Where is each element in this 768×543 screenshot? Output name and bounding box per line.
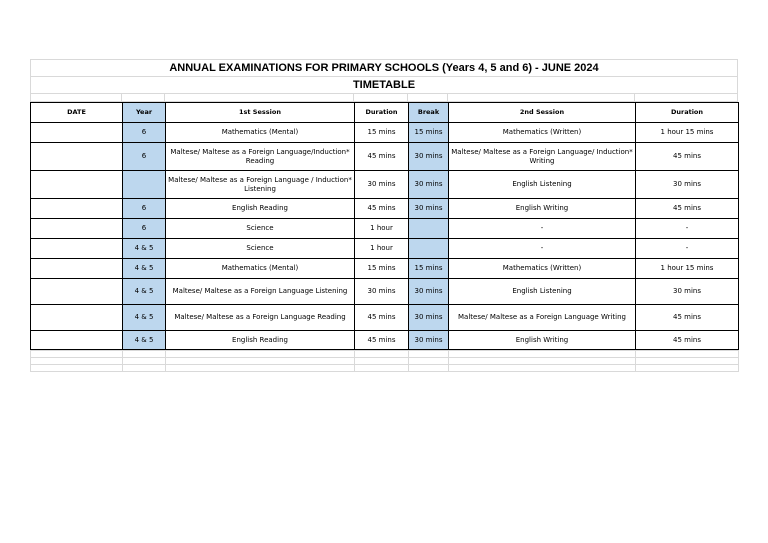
- header-session1: 1st Session: [166, 103, 355, 123]
- cell-date: [31, 171, 123, 199]
- table-row: [31, 171, 739, 199]
- cell-duration1: 45 mins: [355, 143, 409, 171]
- cell-duration2: 45 mins: [636, 143, 739, 171]
- document-title: ANNUAL EXAMINATIONS FOR PRIMARY SCHOOLS (Years 4, 5 and 6) - JUNE 2024: [30, 59, 738, 76]
- header-session2: 2nd Session: [449, 103, 636, 123]
- cell-duration2: -: [636, 219, 739, 239]
- cell-year: [123, 171, 166, 199]
- cell-duration2: 45 mins: [636, 331, 739, 350]
- cell-session2: -: [449, 219, 636, 239]
- cell-year: 4 & 5: [123, 279, 166, 305]
- cell-session1: Maltese/ Maltese as a Foreign Language Listening: [166, 279, 355, 305]
- table-row: [31, 331, 739, 350]
- cell-date: [31, 331, 123, 350]
- table-row: [31, 123, 739, 143]
- header-date: DATE: [31, 103, 123, 123]
- cell-duration1: 1 hour: [355, 219, 409, 239]
- cell-duration1: 30 mins: [355, 279, 409, 305]
- cell-duration2: 1 hour 15 mins: [636, 259, 739, 279]
- cell-session2: English Listening: [449, 279, 636, 305]
- cell-duration1: 15 mins: [355, 123, 409, 143]
- timetable-table: [30, 102, 739, 350]
- document-subtitle: TIMETABLE: [30, 76, 738, 94]
- cell-session1: English Reading: [166, 199, 355, 219]
- cell-duration2: -: [636, 239, 739, 259]
- header-row: [31, 103, 739, 123]
- header-break: Break: [409, 103, 449, 123]
- table-row: [31, 199, 739, 219]
- cell-duration2: 30 mins: [636, 171, 739, 199]
- cell-date: [31, 143, 123, 171]
- header-duration1: Duration: [355, 103, 409, 123]
- table-row: [31, 219, 739, 239]
- cell-session2: English Writing: [449, 199, 636, 219]
- cell-break: 30 mins: [409, 171, 449, 199]
- cell-date: [31, 199, 123, 219]
- cell-session2: Mathematics (Written): [449, 259, 636, 279]
- cell-duration2: 45 mins: [636, 199, 739, 219]
- cell-duration1: 45 mins: [355, 305, 409, 331]
- cell-break: 30 mins: [409, 199, 449, 219]
- cell-break: 30 mins: [409, 331, 449, 350]
- cell-session2: Maltese/ Maltese as a Foreign Language/ Induction* Writing: [449, 143, 636, 171]
- cell-year: 6: [123, 219, 166, 239]
- cell-duration2: 30 mins: [636, 279, 739, 305]
- cell-session2: English Listening: [449, 171, 636, 199]
- cell-break: 15 mins: [409, 259, 449, 279]
- cell-break: 30 mins: [409, 279, 449, 305]
- cell-year: 6: [123, 143, 166, 171]
- cell-year: 6: [123, 199, 166, 219]
- cell-session1: Maltese/ Maltese as a Foreign Language / Induction* Listening: [166, 171, 355, 199]
- header-duration2: Duration: [636, 103, 739, 123]
- cell-duration1: 1 hour: [355, 239, 409, 259]
- cell-date: [31, 219, 123, 239]
- cell-break: 30 mins: [409, 143, 449, 171]
- table-row: [31, 305, 739, 331]
- cell-date: [31, 279, 123, 305]
- cell-duration1: 15 mins: [355, 259, 409, 279]
- empty-grid-rows: [30, 350, 739, 372]
- cell-duration1: 30 mins: [355, 171, 409, 199]
- cell-session2: Mathematics (Written): [449, 123, 636, 143]
- cell-duration2: 1 hour 15 mins: [636, 123, 739, 143]
- cell-session1: Maltese/ Maltese as a Foreign Language Reading: [166, 305, 355, 331]
- table-row: [31, 143, 739, 171]
- cell-date: [31, 239, 123, 259]
- cell-year: 4 & 5: [123, 259, 166, 279]
- header-year: Year: [123, 103, 166, 123]
- cell-year: 4 & 5: [123, 305, 166, 331]
- cell-break: 15 mins: [409, 123, 449, 143]
- cell-session1: English Reading: [166, 331, 355, 350]
- cell-session1: Mathematics (Mental): [166, 123, 355, 143]
- cell-date: [31, 259, 123, 279]
- table-row: [31, 239, 739, 259]
- cell-session1: Science: [166, 219, 355, 239]
- cell-duration2: 45 mins: [636, 305, 739, 331]
- cell-session2: -: [449, 239, 636, 259]
- cell-date: [31, 123, 123, 143]
- cell-break: 30 mins: [409, 305, 449, 331]
- cell-session2: Maltese/ Maltese as a Foreign Language Writing: [449, 305, 636, 331]
- cell-session2: English Writing: [449, 331, 636, 350]
- timetable-sheet: [30, 59, 738, 372]
- cell-year: 4 & 5: [123, 239, 166, 259]
- cell-duration1: 45 mins: [355, 331, 409, 350]
- cell-session1: Science: [166, 239, 355, 259]
- cell-duration1: 45 mins: [355, 199, 409, 219]
- cell-session1: Maltese/ Maltese as a Foreign Language/Induction* Reading: [166, 143, 355, 171]
- cell-year: 4 & 5: [123, 331, 166, 350]
- cell-date: [31, 305, 123, 331]
- cell-break: [409, 239, 449, 259]
- table-row: [31, 259, 739, 279]
- spacer-row: [30, 94, 738, 102]
- cell-break: [409, 219, 449, 239]
- cell-year: 6: [123, 123, 166, 143]
- cell-session1: Mathematics (Mental): [166, 259, 355, 279]
- table-row: [31, 279, 739, 305]
